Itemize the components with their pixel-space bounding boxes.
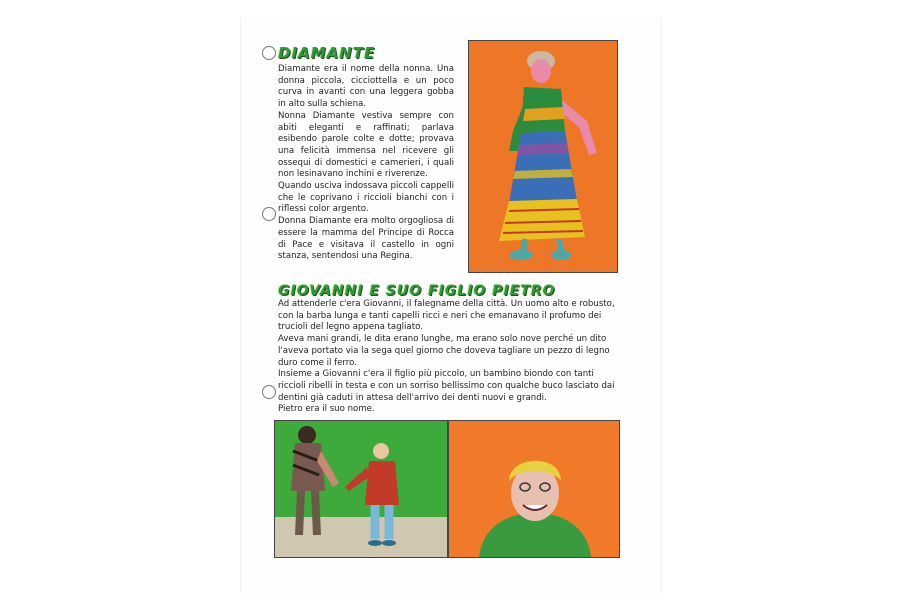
drawing-pietro-portrait bbox=[448, 420, 620, 558]
paragraph: Nonna Diamante vestiva sempre con abiti eleganti e raffinati; parlava esibendo parole colte e dotte; provava una felicità immensa nel ricevere gli ossequi di domestici e camerieri, i quali non lesinavano inchini e riverenze. bbox=[278, 110, 454, 180]
drawing-grandmother bbox=[468, 40, 618, 273]
drawing-giovanni-and-pietro bbox=[274, 420, 448, 558]
section-text-giovanni bbox=[278, 299, 620, 416]
binder-hole-top bbox=[262, 46, 276, 60]
binder-hole-bottom bbox=[262, 385, 276, 399]
paragraph: Donna Diamante era molto orgogliosa di essere la mamma del Principe di Rocca di Pace e visitava il castello in ogni stanza, sentendosi una Regina. bbox=[278, 216, 454, 262]
section-text-diamante bbox=[278, 64, 454, 263]
paragraph: Aveva mani grandi, le dita erano lunghe, ma erano solo nove perché un dito l'aveva portato via la sega quel giorno che doveva tagliare un pezzo di legno duro come il ferro. bbox=[278, 334, 610, 368]
binder-hole-middle bbox=[262, 207, 276, 221]
section-title-diamante: DIAMANTE bbox=[278, 44, 376, 62]
paragraph: Pietro era il suo nome. bbox=[278, 404, 375, 415]
paragraph: Diamante era il nome della nonna. Una donna piccola, cicciottella e un poco curva in avanti con una leggera gobba in alto sulla schiena. bbox=[278, 64, 454, 110]
paragraph: Quando usciva indossava piccoli cappelli che le coprivano i riccioli bianchi con i riflessi color argento. bbox=[278, 181, 454, 215]
paragraph: Insieme a Giovanni c'era il figlio più piccolo, un bambino biondo con tanti riccioli ribelli in testa e con un sorriso bellissimo con qualche buco lasciato dai dentini già caduti in attesa dell'arrivo dei denti nuovi e grandi. bbox=[278, 369, 615, 403]
section-title-giovanni: GIOVANNI E SUO FIGLIO PIETRO bbox=[278, 283, 556, 299]
paragraph: Ad attenderle c'era Giovanni, il falegname della città. Un uomo alto e robusto, con la barba lunga e tanti capelli ricci e neri che emanavano il profumo dei trucioli del legno appena tagliato. bbox=[278, 299, 615, 333]
